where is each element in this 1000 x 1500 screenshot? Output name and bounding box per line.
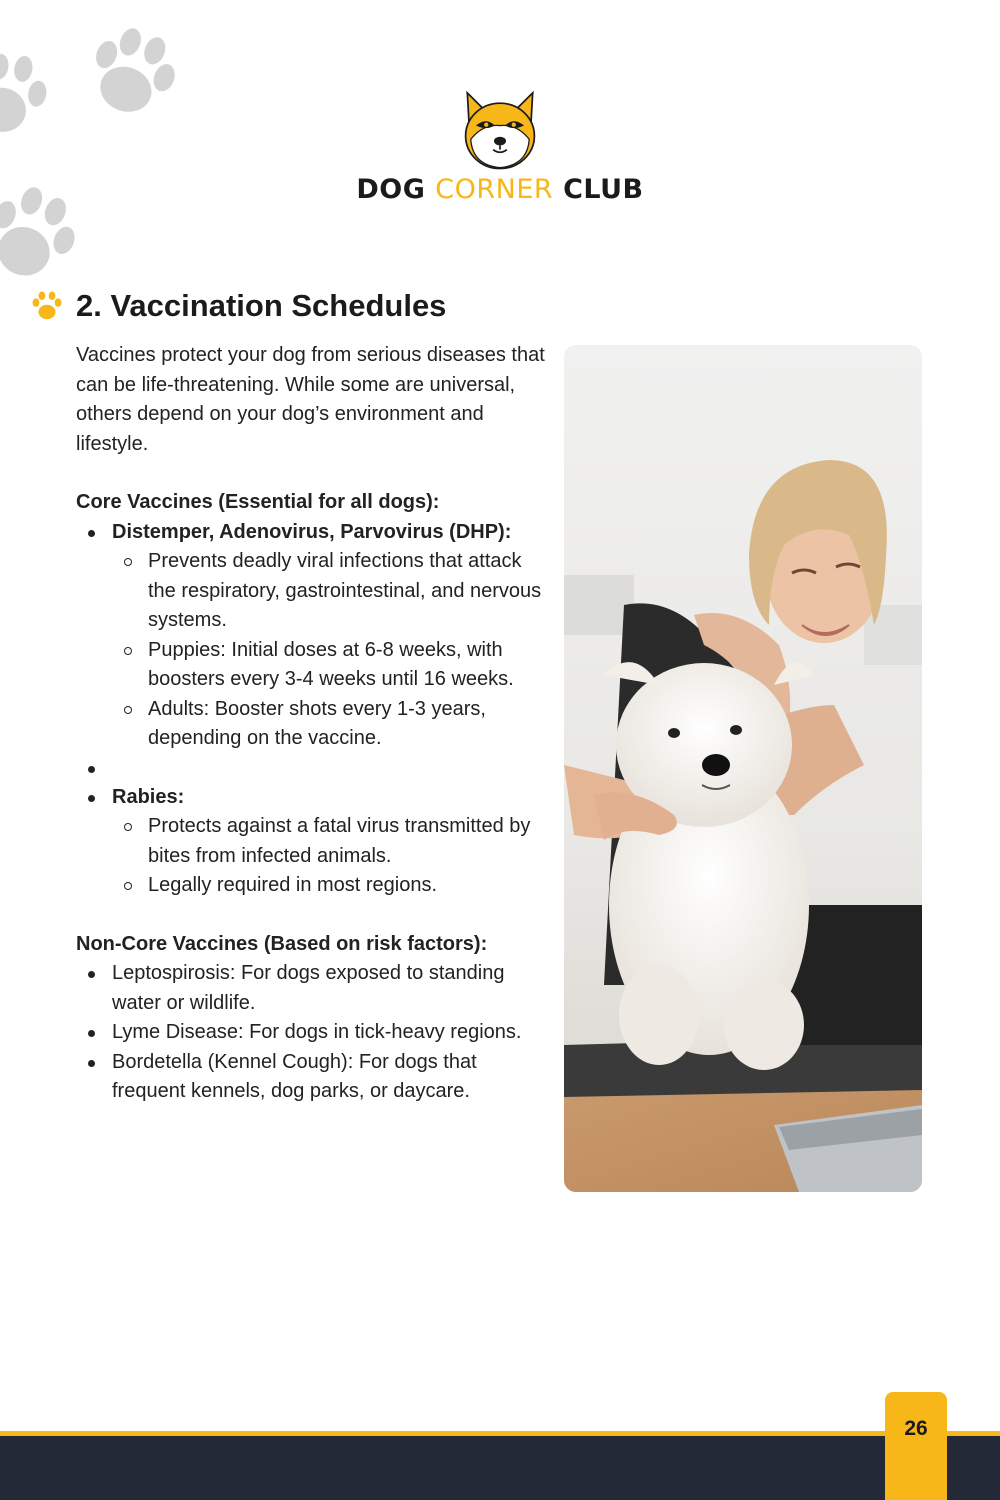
photo-illustration	[564, 345, 922, 1192]
noncore-vaccines-title: Non-Core Vaccines (Based on risk factors):	[76, 932, 488, 955]
list-item	[76, 783, 546, 901]
list-item: Leptospirosis: For dogs exposed to standing water or wildlife.	[76, 959, 546, 1018]
list-item-title: Rabies:	[112, 785, 185, 808]
spacer	[76, 754, 546, 783]
brand-name	[0, 174, 1000, 205]
sub-list	[112, 812, 546, 901]
sub-list-item: Adults: Booster shots every 1-3 years, depending on the vaccine.	[112, 695, 546, 754]
spacer	[76, 901, 546, 930]
page-title: 2. Vaccination Schedules	[76, 288, 447, 323]
brand-name-part1: DOG	[356, 174, 426, 205]
sub-list-item: Prevents deadly viral infections that attack the respiratory, gastrointestinal, and nervous systems.	[112, 547, 546, 636]
paw-small-icon	[30, 289, 64, 323]
section-heading	[30, 288, 446, 324]
main-content	[76, 341, 546, 1107]
brand-name-part2: CORNER	[435, 174, 554, 205]
sub-list	[112, 547, 546, 754]
list-item	[76, 518, 546, 754]
footer-bar	[0, 1436, 1000, 1500]
sub-list-item: Protects against a fatal virus transmitted by bites from infected animals.	[112, 812, 546, 871]
list-item: Bordetella (Kennel Cough): For dogs that frequent kennels, dog parks, or daycare.	[76, 1048, 546, 1107]
brand-name-part3: CLUB	[563, 174, 644, 205]
brand-logo	[0, 86, 1000, 205]
shiba-logo-icon	[457, 86, 543, 172]
photo-woman-with-dog	[564, 345, 922, 1192]
page-number-tab	[885, 1392, 947, 1500]
sub-list-item: Puppies: Initial doses at 6-8 weeks, with boosters every 3-4 weeks until 16 weeks.	[112, 636, 546, 695]
list-item: Lyme Disease: For dogs in tick-heavy regions.	[76, 1018, 546, 1048]
core-vaccines-list	[76, 518, 546, 901]
core-vaccines-title: Core Vaccines (Essential for all dogs):	[76, 491, 440, 513]
sub-list-item: Legally required in most regions.	[112, 871, 546, 901]
noncore-vaccines-list	[76, 959, 546, 1107]
page-number: 26	[904, 1417, 928, 1440]
list-item-title: Distemper, Adenovirus, Parvovirus (DHP):	[112, 520, 512, 543]
intro-paragraph: Vaccines protect your dog from serious diseases that can be life-threatening. While some are universal, others depend on your dog’s environment and lifestyle.	[76, 344, 545, 455]
